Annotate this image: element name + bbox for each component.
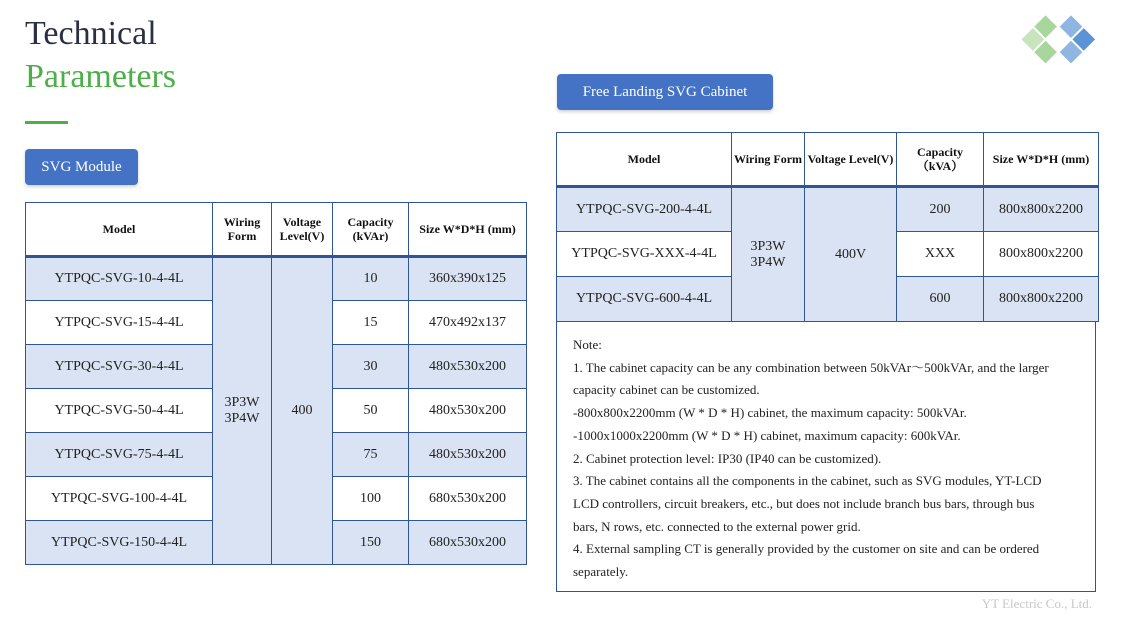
col-header-size: Size W*D*H (mm) [984,133,1099,187]
size-cell: 470x492x137 [409,301,527,345]
model-cell: YTPQC-SVG-150-4-4L [26,521,213,565]
col-header-capacity: Capacity (kVAr) [333,203,409,257]
svg-module-button[interactable]: SVG Module [25,149,138,185]
voltage-cell: 400V [805,187,897,322]
note-line: capacity cabinet can be customized. [573,382,760,398]
cabinet-table [556,132,1099,322]
note-line: separately. [573,564,629,580]
capacity-cell: 600 [897,277,984,322]
col-header-wiring: Wiring Form [213,203,272,257]
col-header-model: Model [557,133,732,187]
wiring-cell: 3P3W 3P4W [732,187,805,322]
size-cell: 680x530x200 [409,521,527,565]
note-line: 2. Cabinet protection level: IP30 (IP40 can be customized). [573,450,882,466]
size-cell: 800x800x2200 [984,277,1099,322]
model-cell: YTPQC-SVG-600-4-4L [557,277,732,322]
capacity-cell: 30 [333,345,409,389]
model-cell: YTPQC-SVG-10-4-4L [26,257,213,301]
capacity-cell: 15 [333,301,409,345]
col-header-wiring: Wiring Form [732,133,805,187]
note-heading: Note: [573,337,602,352]
cabinet-button[interactable]: Free Landing SVG Cabinet [557,74,773,110]
model-cell: YTPQC-SVG-XXX-4-4L [557,232,732,277]
model-cell: YTPQC-SVG-50-4-4L [26,389,213,433]
size-cell: 480x530x200 [409,345,527,389]
note-line: -1000x1000x2200mm (W * D * H) cabinet, maximum capacity: 600kVAr. [573,427,961,443]
capacity-cell: 100 [333,477,409,521]
diamond-logo-icon [1018,10,1100,90]
capacity-cell: 10 [333,257,409,301]
model-cell: YTPQC-SVG-30-4-4L [26,345,213,389]
page-title-line2: Parameters [25,58,177,95]
wiring-cell: 3P3W 3P4W [213,257,272,565]
svg-module-table [25,202,527,565]
note-line: bars, N rows, etc. connected to the external power grid. [573,518,861,534]
capacity-cell: 50 [333,389,409,433]
note-line: 3. The cabinet contains all the components in the cabinet, such as SVG modules, YT-LCD [573,473,1042,489]
title-accent-rule [25,121,68,124]
size-cell: 480x530x200 [409,433,527,477]
col-header-voltage: Voltage Level(V) [805,133,897,187]
model-cell: YTPQC-SVG-15-4-4L [26,301,213,345]
size-cell: 360x390x125 [409,257,527,301]
col-header-voltage: Voltage Level(V) [272,203,333,257]
col-header-capacity: Capacity （kVA） [897,133,984,187]
page-title-line1: Technical [25,15,157,52]
company-footer: YT Electric Co., Ltd. [981,596,1092,611]
table-row [557,187,1099,232]
col-header-size: Size W*D*H (mm) [409,203,527,257]
note-line: -800x800x2200mm (W * D * H) cabinet, the maximum capacity: 500kVAr. [573,405,967,421]
capacity-cell: 150 [333,521,409,565]
voltage-cell: 400 [272,257,333,565]
size-cell: 480x530x200 [409,389,527,433]
col-header-model: Model [26,203,213,257]
model-cell: YTPQC-SVG-75-4-4L [26,433,213,477]
capacity-cell: 200 [897,187,984,232]
note-line: 4. External sampling CT is generally provided by the customer on site and can be ordered [573,541,1040,557]
capacity-cell: 75 [333,433,409,477]
capacity-cell: XXX [897,232,984,277]
size-cell: 680x530x200 [409,477,527,521]
note-line: 1. The cabinet capacity can be any combination between 50kVAr～500kVAr, and the larger [573,359,1049,375]
size-cell: 800x800x2200 [984,232,1099,277]
notes-panel [556,321,1096,592]
size-cell: 800x800x2200 [984,187,1099,232]
model-cell: YTPQC-SVG-100-4-4L [26,477,213,521]
model-cell: YTPQC-SVG-200-4-4L [557,187,732,232]
table-row [26,257,527,301]
note-line: LCD controllers, circuit breakers, etc., but does not include branch bus bars, through bus [573,495,1035,511]
